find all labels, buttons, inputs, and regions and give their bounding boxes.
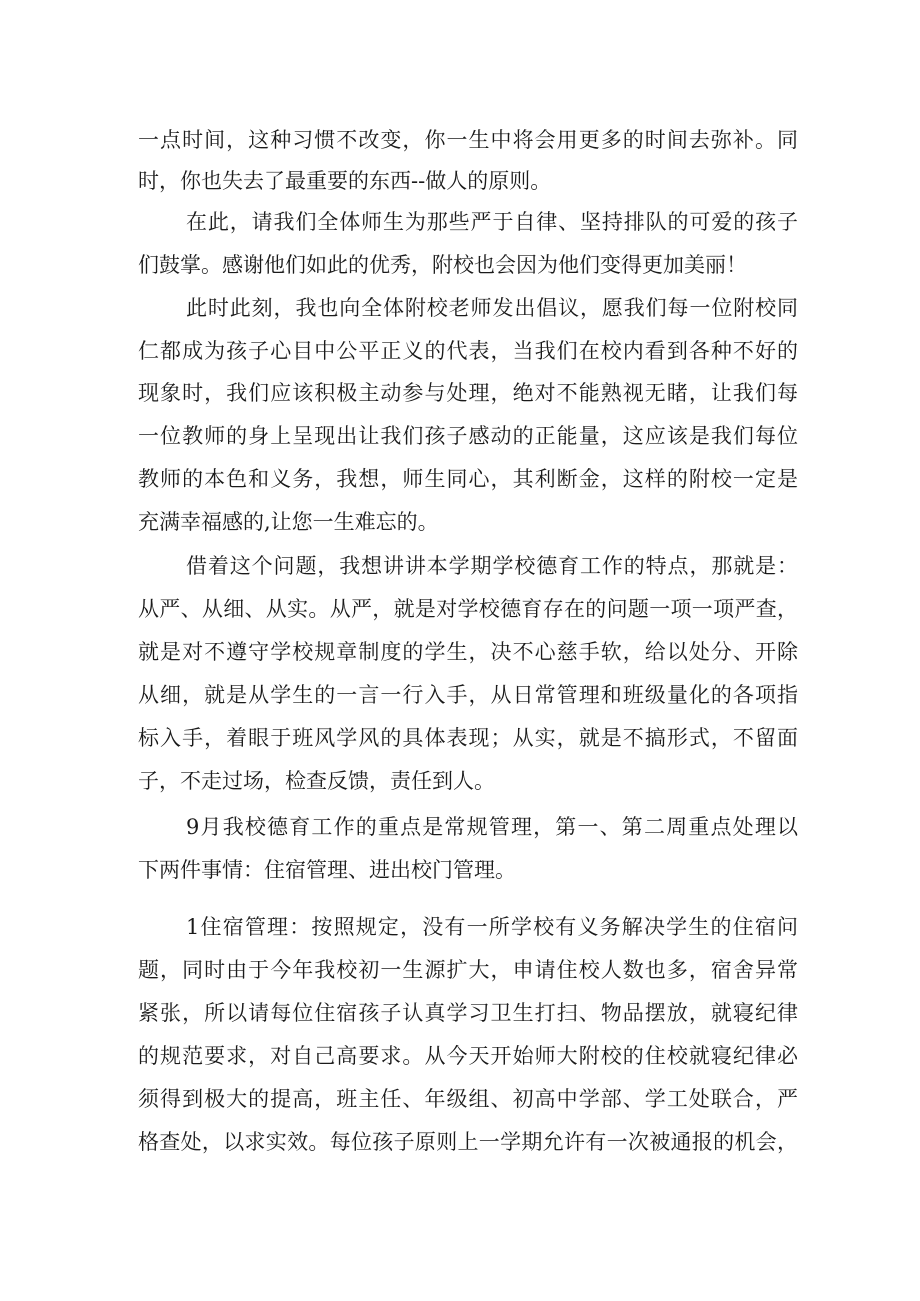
text-line: 从严、从细、从实。从严，就是对学校德育存在的问题一项一项严查， xyxy=(138,597,798,621)
text-line: 们鼓掌。感谢他们如此的优秀，附校也会因为他们变得更加美丽！ xyxy=(138,253,747,277)
text-line: 须得到极大的提高，班主任、年级组、初高中学部、学工处联合，严 xyxy=(138,1087,798,1111)
text-line: 充满幸福感的,让您一生难忘的。 xyxy=(138,510,439,534)
text-line: 一点时间，这种习惯不改变，你一生中将会用更多的时间去弥补。同 xyxy=(138,128,798,152)
text-line: 教师的本色和义务，我想，师生同心，其利断金，这样的附校一定是 xyxy=(138,467,798,491)
text-line: 题，同时由于今年我校初一生源扩大，申请住校人数也多，宿舍异常 xyxy=(138,958,798,982)
text-line: 从细，就是从学生的一言一行入手，从日常管理和班级量化的各项指 xyxy=(138,683,798,707)
text-line: 此时此刻，我也向全体附校老师发出倡议，愿我们每一位附校同 xyxy=(186,296,798,320)
text-line: 一位教师的身上呈现出让我们孩子感动的正能量，这应该是我们每位 xyxy=(138,424,798,448)
text-line: 现象时，我们应该积极主动参与处理，绝对不能熟视无睹，让我们每 xyxy=(138,381,798,405)
text-line: 格查处，以求实效。每位孩子原则上一学期允许有一次被通报的机会， xyxy=(138,1130,798,1154)
text-line: 下两件事情：住宿管理、进出校门管理。 xyxy=(138,858,516,882)
text-line: 时，你也失去了最重要的东西--做人的原则。 xyxy=(138,169,552,193)
text-line: 的规范要求，对自己高要求。从今天开始师大附校的住校就寝纪律必 xyxy=(138,1044,798,1068)
text-line: 1住宿管理：按照规定，没有一所学校有义务解决学生的住宿问 xyxy=(186,915,798,939)
text-line: 就是对不遵守学校规章制度的学生，决不心慈手软，给以处分、开除 xyxy=(138,640,798,664)
text-line: 在此，请我们全体师生为那些严于自律、坚持排队的可爱的孩子 xyxy=(186,210,798,234)
text-line: 子，不走过场，检查反馈，责任到人。 xyxy=(138,769,495,793)
text-line: 仁都成为孩子心目中公平正义的代表，当我们在校内看到各种不好的 xyxy=(138,339,798,363)
text-line: 9月我校德育工作的重点是常规管理，第一、第二周重点处理以 xyxy=(186,815,798,839)
text-line: 标入手，着眼于班风学风的具体表现；从实，就是不搞形式，不留面 xyxy=(138,726,798,750)
text-line: 紧张，所以请每位住宿孩子认真学习卫生打扫、物品摆放，就寝纪律 xyxy=(138,1001,798,1025)
text-line: 借着这个问题，我想讲讲本学期学校德育工作的特点，那就是： xyxy=(186,554,798,578)
